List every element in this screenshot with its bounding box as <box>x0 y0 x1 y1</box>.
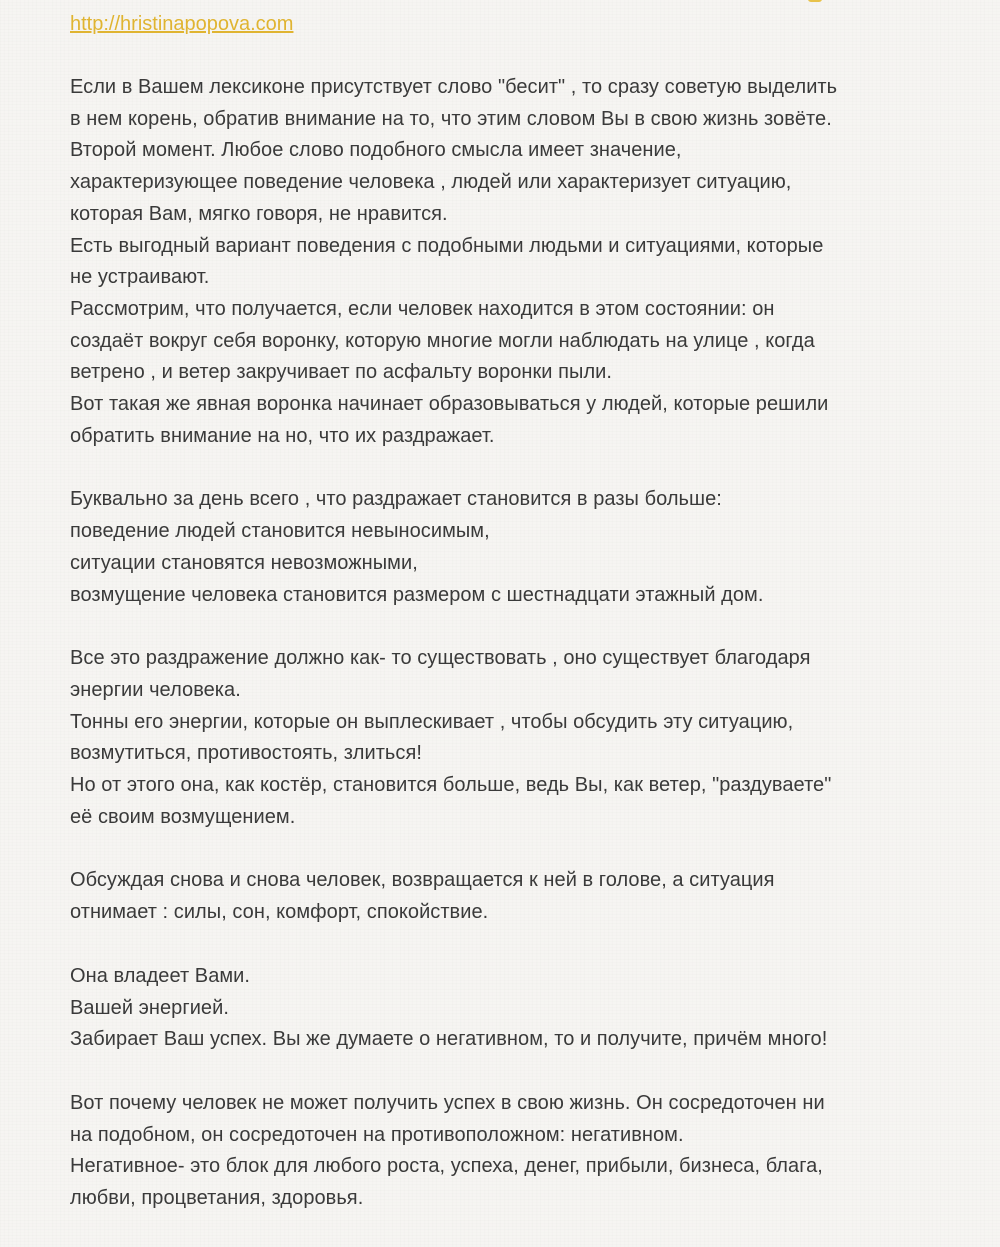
paragraph <box>70 865 950 928</box>
text-line: обратить внимание на но, что их раздражает. <box>70 424 495 447</box>
text-line: возмущение человека становится размером с шестнадцати этажный дом. <box>70 583 764 606</box>
text-line: Вашей энергией. <box>70 996 229 1019</box>
text-line: Есть выгодный вариант поведения с подобными людьми и ситуациями, которые <box>70 234 824 257</box>
text-line: Рассмотрим, что получается, если человек находится в этом состоянии: он <box>70 297 775 320</box>
text-line: Обсуждая снова и снова человек, возвращается к ней в голове, а ситуация <box>70 869 775 892</box>
text-line: Тонны его энергии, которые он выплескивает , чтобы обсудить эту ситуацию, <box>70 710 794 733</box>
text-line: ветрено , и ветер закручивает по асфальту воронки пыли. <box>70 361 612 384</box>
text-line: энергии человека. <box>70 678 241 701</box>
text-line: ситуации становятся невозможными, <box>70 551 418 574</box>
text-line: отнимает : силы, сон, комфорт, спокойствие. <box>70 901 489 924</box>
text-line: на подобном, он сосредоточен на противоположном: негативном. <box>70 1123 684 1146</box>
text-line: Но от этого она, как костёр, становится больше, ведь Вы, как ветер, "раздуваете" <box>70 774 832 797</box>
paragraph <box>70 1088 950 1215</box>
text-line: создаёт вокруг себя воронку, которую многие могли наблюдать на улице , когда <box>70 329 815 352</box>
text-line: Буквально за день всего , что раздражает становится в разы больше: <box>70 488 722 511</box>
text-line: Вот такая же явная воронка начинает образовываться у людей, которые решили <box>70 393 829 416</box>
paragraph <box>70 643 950 833</box>
text-line: Если в Вашем лексиконе присутствует слово "бесит" , то сразу советую выделить <box>70 76 838 98</box>
text-line: поведение людей становится невыносимым, <box>70 520 490 543</box>
text-line: Второй момент. Любое слово подобного смысла имеет значение, <box>70 139 682 162</box>
website-link[interactable]: http://hristinapopova.com <box>70 13 294 35</box>
text-line: любви, процветания, здоровья. <box>70 1187 364 1210</box>
text-line: в нем корень, обратив внимание на то, что этим словом Вы в свою жизнь зовёте. <box>70 107 832 130</box>
text-line: Забирает Ваш успех. Вы же думаете о негативном, то и получите, причём много! <box>70 1028 828 1051</box>
text-line: характеризующее поведение человека , людей или характеризует ситуацию, <box>70 171 792 194</box>
text-line: не устраивают. <box>70 266 210 289</box>
text-line: которая Вам, мягко говоря, не нравится. <box>70 202 448 225</box>
text-line: Все это раздражение должно как- то существовать , оно существует благодаря <box>70 647 811 670</box>
paragraph <box>70 72 950 452</box>
paragraph <box>70 484 950 611</box>
text-line: Вот почему человек не может получить успех в свою жизнь. Он сосредоточен ни <box>70 1091 825 1114</box>
text-line: Негативное- это блок для любого роста, успеха, денег, прибыли, бизнеса, блага, <box>70 1155 823 1178</box>
paragraph <box>70 961 950 1056</box>
text-line: её своим возмущением. <box>70 805 296 828</box>
text-line: Она владеет Вами. <box>70 964 251 987</box>
corner-bookmark-tab <box>808 0 822 2</box>
text-line: возмутиться, противостоять, злиться! <box>70 742 422 765</box>
document-body <box>70 8 950 1247</box>
